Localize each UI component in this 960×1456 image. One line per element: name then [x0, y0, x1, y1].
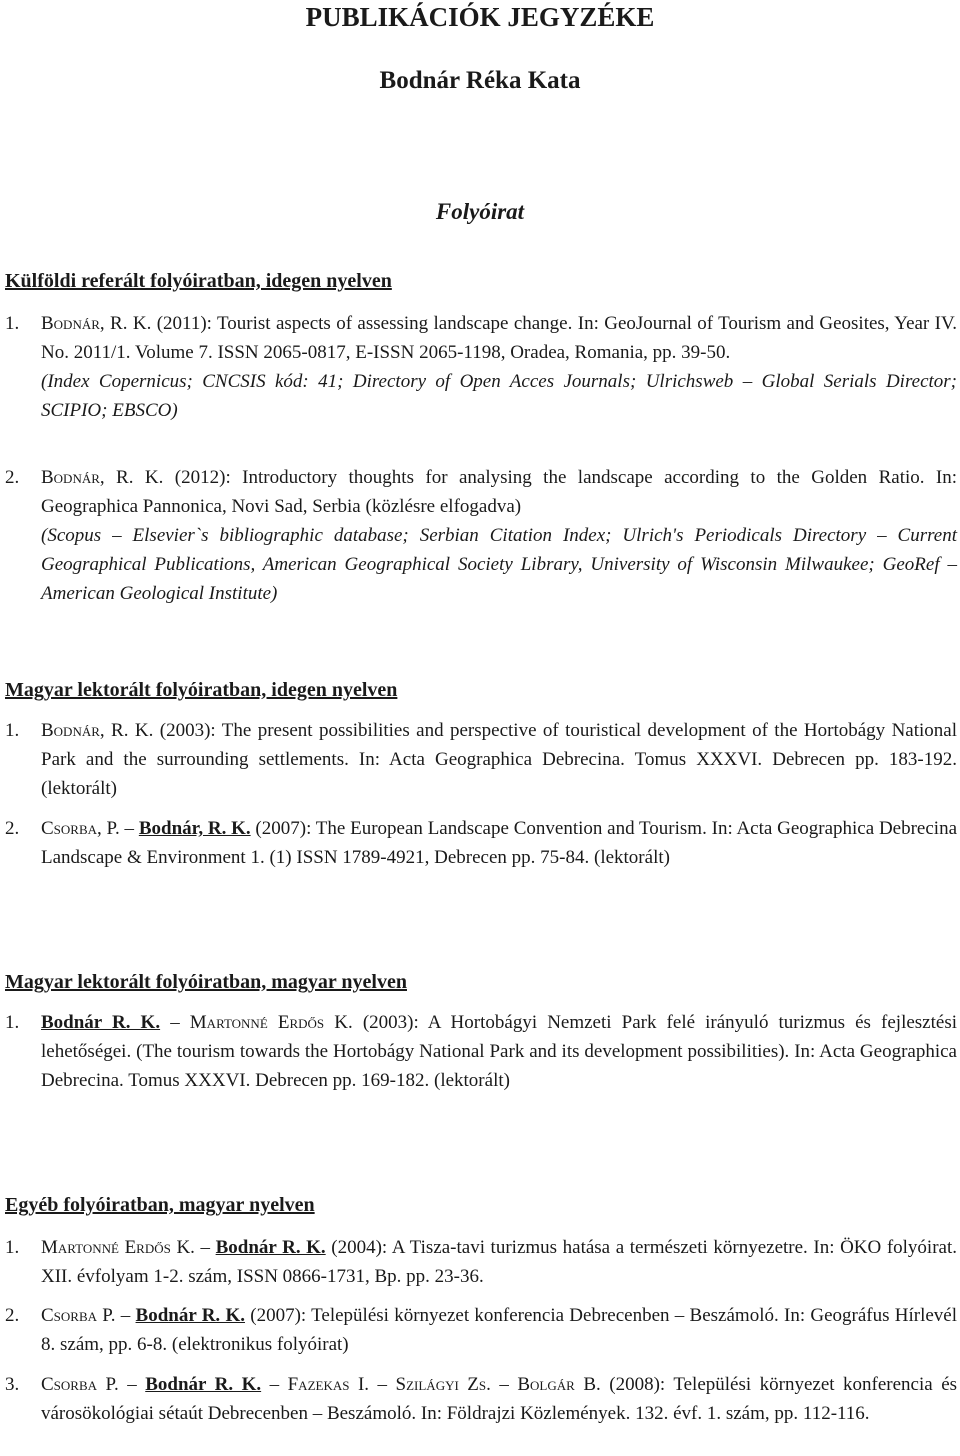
entry-number: 1.	[5, 1237, 20, 1258]
publication-entry	[5, 1008, 957, 1095]
document-author: Bodnár Réka Kata	[379, 67, 581, 94]
entry-main-author: Bodnár, R. K.	[138, 818, 251, 839]
entry-text: (2004): A Tisza-tavi turizmus hatása a természeti környezetre. In: ÖKO folyóirat. XII. évfolyam 1-2. szám, ISSN 0866-1731, Bp. pp. 23-36.	[41, 1237, 957, 1287]
publication-entry	[5, 309, 957, 425]
entry-coauthor: – Martonné Erdős K.	[170, 1012, 353, 1033]
entry-main-author: Bodnár R. K.	[145, 1374, 262, 1395]
entry-text: (2008): Települési környezet konferencia és városökológiai sétaút Debrecenben – Beszámoló. In: Földrajzi Közlemények. 132. évf. 1. szám, pp. 112-116.	[41, 1374, 958, 1424]
publication-entry	[5, 1370, 957, 1428]
publication-entry	[5, 716, 957, 803]
section-heading-hungarian-refereed-hungarian-language: Magyar lektorált folyóiratban, magyar nyelven	[5, 971, 407, 993]
entry-number: 3.	[5, 1374, 20, 1395]
entry-coauthor: Martonné Erdős K. –	[41, 1237, 211, 1258]
entry-text: (2011): Tourist aspects of assessing landscape change. In: GeoJournal of Tourism and Geosites, Year IV. No. 2011/1. Volume 7. ISSN 2065-0817, E-ISSN 2065-1198, Oradea, Romania, pp. 39-50.	[41, 313, 957, 363]
entry-index-note: (Index Copernicus; CNCSIS kód: 41; Directory of Open Acces Journals; Ulrichsweb – Global Serials Director; SCIPIO; EBSCO)	[41, 371, 957, 421]
entry-coauthor: – Fazekas I. – Szilágyi Zs. – Bolgár B.	[269, 1374, 601, 1395]
entry-text: (2007): Települési környezet konferencia Debrecenben – Beszámoló. In: Geográfus Hírlevél 8. szám, pp. 6-8. (elektronikus folyóirat)	[41, 1305, 958, 1355]
entry-author: Bodnár, R. K.	[41, 313, 152, 334]
entry-author: Bodnár, R. K.	[41, 467, 164, 488]
publication-entry	[5, 1233, 957, 1291]
entry-number: 1.	[5, 720, 20, 741]
category-heading: Folyóirat	[435, 199, 525, 224]
publication-entry	[5, 814, 957, 872]
entry-author: Bodnár, R. K.	[41, 720, 154, 741]
section-heading-other-journals-hungarian: Egyéb folyóiratban, magyar nyelven	[5, 1194, 315, 1216]
entry-text: (2003): A Hortobágyi Nemzeti Park felé irányuló turizmus és fejlesztési lehetőségei. (The tourism towards the Hortobágy National Park and its development possibilities). In: Acta Geographica Debrecina. Tomus XXXVI. Debrecen pp. 169-182. (lektorált)	[41, 1012, 957, 1091]
publication-entry	[5, 1301, 957, 1359]
entry-number: 2.	[5, 1305, 20, 1326]
entry-text: (2007): The European Landscape Convention and Tourism. In: Acta Geographica Debrecina Landscape & Environment 1. (1) ISSN 1789-4921, Debrecen pp. 75-84. (lektorált)	[41, 818, 957, 868]
entry-main-author: Bodnár R. K.	[41, 1012, 161, 1033]
publication-entry	[5, 463, 957, 608]
entry-main-author: Bodnár R. K.	[135, 1305, 245, 1326]
entry-coauthor: Csorba P. –	[41, 1374, 137, 1395]
entry-text: (2003): The present possibilities and perspective of touristical development of the Hortobágy National Park and the surrounding settlements. In: Acta Geographica Debrecina. Tomus XXXVI. Debrecen pp. 183-192. (lektorált)	[41, 720, 957, 799]
document-title: PUBLIKÁCIÓK JEGYZÉKE	[305, 2, 655, 32]
entry-text: (2012): Introductory thoughts for analysing the landscape according to the Golden Ratio. In: Geographica Pannonica, Novi Sad, Serbia (közlésre elfogadva)	[41, 467, 958, 517]
entry-index-note: (Scopus – Elsevier`s bibliographic database; Serbian Citation Index; Ulrich's Periodicals Directory – Current Geographical Publications, American Geographical Society Library, University of Wisconsin Milwaukee; GeoRef – American Geological Institute)	[41, 525, 957, 604]
entry-main-author: Bodnár R. K.	[215, 1237, 326, 1258]
entry-coauthor: Csorba P. –	[41, 1305, 131, 1326]
entry-number: 2.	[5, 467, 20, 488]
entry-coauthor: Csorba, P. –	[41, 818, 135, 839]
section-heading-hungarian-refereed-foreign-language: Magyar lektorált folyóiratban, idegen nyelven	[5, 679, 398, 701]
entry-number: 1.	[5, 1012, 20, 1033]
entry-number: 1.	[5, 313, 20, 334]
section-heading-foreign-refereed: Külföldi referált folyóiratban, idegen nyelven	[5, 270, 392, 292]
entry-number: 2.	[5, 818, 20, 839]
